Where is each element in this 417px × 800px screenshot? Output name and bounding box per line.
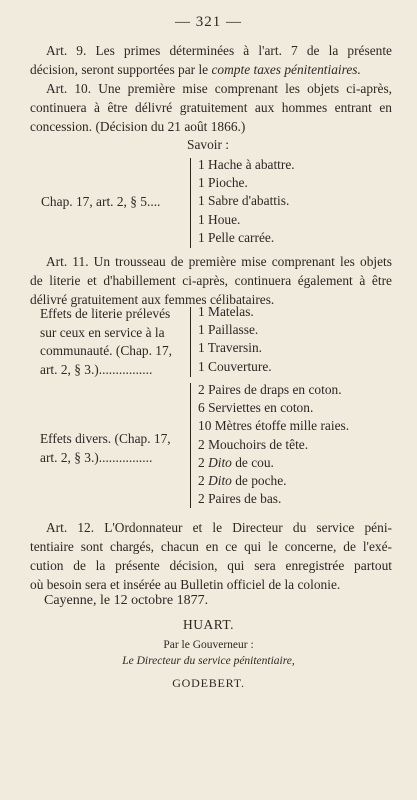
article-10-line-3: concession. (Décision du 21 août 1866.) [30, 119, 246, 134]
article-12 [30, 518, 392, 594]
literie-list [198, 303, 272, 376]
page-number: — 321 — [175, 14, 242, 30]
list-item: 10 Mètres étoffe mille raies. [198, 418, 350, 434]
par-le-gouverneur: Par le Gouverneur : [163, 639, 254, 651]
divers-list [198, 381, 349, 508]
article-11-line-2: de literie et d'habillement ci-après, continuera également à être [30, 273, 392, 288]
list-item: 1 Houe. [198, 211, 241, 227]
article-9-line-1: Art. 9. Les primes déterminées à l'art. 7 de la présente [46, 43, 392, 58]
savoir-heading: Savoir : [187, 137, 230, 152]
list-item: 1 Couverture. [198, 358, 272, 374]
brace-literie [190, 307, 191, 377]
list-item: 1 Pelle carrée. [198, 229, 275, 245]
brace-tools [190, 158, 191, 248]
date-line: Cayenne, le 12 octobre 1877. [44, 593, 209, 608]
list-item: 1 Pioche. [198, 175, 248, 191]
list-item: 1 Traversin. [198, 340, 262, 356]
directeur-title: Le Directeur du service pénitentiaire, [122, 655, 295, 667]
list-item: 6 Serviettes en coton. [198, 400, 314, 416]
article-11 [30, 252, 392, 309]
signatory: HUART. [182, 617, 235, 632]
list-item: 2 Paires de bas. [198, 491, 282, 507]
article-9-line-2: décision, seront supportées par le compte taxes pénitentiaires. [30, 62, 361, 77]
list-item: 2 Dito de cou. [198, 454, 274, 470]
article-12-line-3: cution de la présente décision, qui sera enregistrée partout [30, 558, 392, 573]
list-item: 2 Mouchoirs de tête. [198, 436, 309, 452]
list-item: 1 Hache à abattre. [198, 157, 295, 172]
article-11-line-1: Art. 11. Un trousseau de première mise comprenant les objets [46, 254, 392, 269]
brace-divers [190, 383, 191, 508]
article-11-line-3: délivré gratuitement aux femmes célibataires. [30, 292, 275, 307]
article-10-line-2: continuera à être délivré gratuitement aux hommes entrant en [30, 100, 392, 115]
list-item: 1 Matelas. [198, 304, 254, 319]
tools-list [198, 156, 295, 247]
article-10 [30, 79, 392, 136]
divers-label: Effets divers. (Chap. 17, art. 2, § 3.)................ [40, 431, 171, 465]
article-12-line-4: où besoin sera et insérée au Bulletin officiel de la colonie. [30, 577, 341, 592]
list-item: 2 Paires de draps en coton. [198, 382, 342, 397]
godebert-signature: GODEBERT. [172, 676, 245, 690]
list-item: 1 Paillasse. [198, 322, 259, 338]
article-10-line-1: Art. 10. Une première mise comprenant les objets ci-après, [46, 81, 392, 96]
list-item: 2 Dito de poche. [198, 473, 287, 489]
list-item: 1 Sabre d'abattis. [198, 193, 290, 209]
article-12-line-2: tentiaire sont chargés, chacun en ce qui le concerne, de l'exé- [30, 539, 392, 554]
article-12-line-1: Art. 12. L'Ordonnateur et le Directeur du service péni- [46, 520, 392, 535]
literie-label: Effets de literie prélevés sur ceux en service à la communauté. (Chap. 17, art. 2, § 3.)................ [40, 306, 173, 377]
article-9 [30, 41, 392, 79]
chapter-label-tools: Chap. 17, art. 2, § 5.... [41, 194, 161, 209]
